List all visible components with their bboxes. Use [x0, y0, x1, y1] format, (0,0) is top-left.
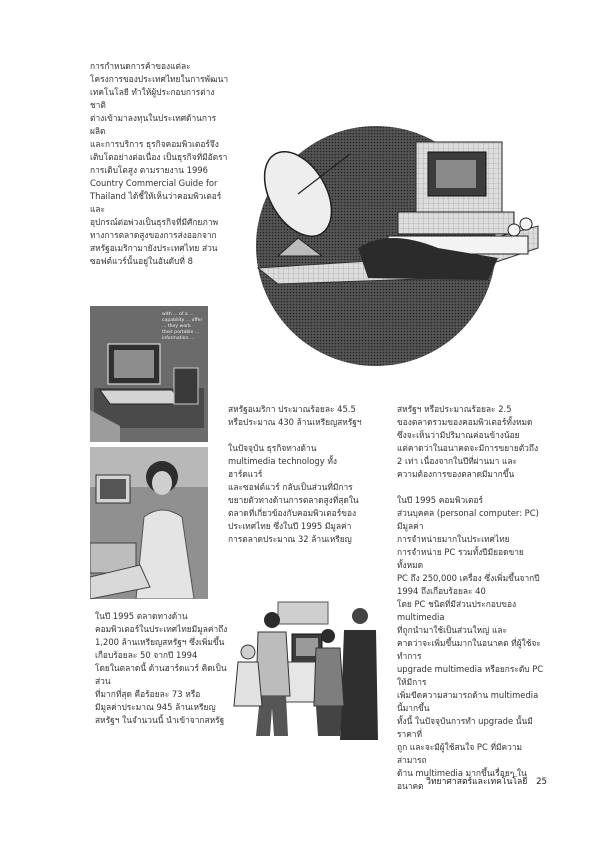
- publication-name: วิทยาศาสตร์และเทคโนโลยี: [426, 777, 528, 787]
- photo-family-at-computer: [228, 596, 378, 740]
- illustration-computer-satellite: [238, 108, 550, 398]
- article-column-2: [228, 403, 368, 546]
- column-3-text: สหรัฐฯ หรือประมาณร้อยละ 2.5 ของตลาดรวมของคอมพิวเตอร์ทั้งหมด ซึ่งจะเห็นว่ามีปริมาณค่อนข้างน้อย แต่คาดว่าในอนาคตจะมีการขยายตัวถึง 2 เท่า เนื่องจากในปีที่ผ่านมา และ ความต้องการของตลาดมีมากขึ้น ในปี 1995 คอมพิวเตอร์ ส่วนบุคคล (personal computer: PC) มีมูลค่า การจำหน่ายมากในประเทศไทย การจำหน่าย PC รวมทั้งปีมียอดขายทั้งหมด PC ถึง 250,000 เครื่อง ซึ่งเพิ่มขึ้นจากปี 1994 ถึงเกือบร้อยละ 40 โดย PC ชนิดที่มีส่วนประกอบของ multimedia ที่ถูกนำมาใช้เป็นส่วนใหญ่ และ คาดว่าจะเพิ่มขึ้นมากในอนาคต ที่ผู้ใช้จะทำการ upgrade multimedia หรือยกระดับ PC ให้มีการ เพิ่มขีดความสามารถด้าน multimedia นี้มากขึ้น ทั้งนี้ ในปัจจุบันการทำ upgrade นั้นมีราคาที่ ถูก และจะมีผู้ใช้สนใจ PC ที่มีความสามารถ ด้าน multimedia มากขึ้นเรื่อยๆ ในอนาคต: [397, 404, 544, 791]
- page-footer: [426, 774, 547, 788]
- photo-woman-at-office-computer: [90, 447, 208, 599]
- column-1-text: การกำหนดการค้าของแต่ละ โครงการของประเทศไทยในการพัฒนา เทคโนโลยี ทำให้ผู้ประกอบการต่างชาติ ต่างเข้ามาลงทุนในประเทศด้านการผลิต และการบริการ ธุรกิจคอมพิวเตอร์จึง เติบโตอย่างต่อเนื่อง เป็นธุรกิจที่มีอัตรา การเติบโตสูง ตามรายงาน 1996 Country Commercial Guide for Thailand ได้ชี้ให้เห็นว่าคอมพิวเตอร์และ อุปกรณ์ต่อพ่วงเป็นธุรกิจที่มีศักยภาพ ทางการตลาดสูงของการส่งออกจาก สหรัฐอเมริกามายังประเทศไทย ส่วน ซอฟต์แวร์นั้นอยู่ในอันดับที่ 8: [90, 61, 229, 266]
- article-column-4: [95, 610, 233, 727]
- page-number: 25: [536, 777, 547, 787]
- column-4-text: ในปี 1995 ตลาดทางด้าน คอมพิวเตอร์ในประเทศไทยมีมูลค่าถึง 1,200 ล้านเหรียญสหรัฐฯ ซึ่งเพิ่มขึ้น เกือบร้อยละ 50 จากปี 1994 โดยในตลาดนี้ ด้านฮาร์ดแวร์ คิดเป็นส่วน ที่มากที่สุด คือร้อยละ 73 หรือ มีมูลค่าประมาณ 945 ล้านเหรียญ สหรัฐฯ ในจำนวนนี้ นำเข้าจากสหรัฐ: [95, 611, 228, 725]
- article-column-1: [90, 60, 230, 268]
- photo-laptop-computer: [90, 306, 208, 442]
- article-column-3: [397, 403, 544, 793]
- photo-laptop-caption: with ... of a ... capability ... offer ... they work their portable ... information ...: [162, 312, 203, 341]
- column-2-text: สหรัฐอเมริกา ประมาณร้อยละ 45.5 หรือประมาณ 430 ล้านเหรียญสหรัฐฯ ในปัจจุบัน ธุรกิจทางด้าน multimedia technology ทั้งฮาร์ดแวร์ และซอฟต์แวร์ กลับเป็นส่วนที่มีการ ขยายตัวทางด้านการตลาดสูงที่สุดใน ตลาดที่เกี่ยวข้องกับคอมพิวเตอร์ของ ประเทศไทย ซึ่งในปี 1995 มีมูลค่า การตลาดประมาณ 32 ล้านเหรียญ: [228, 404, 362, 544]
